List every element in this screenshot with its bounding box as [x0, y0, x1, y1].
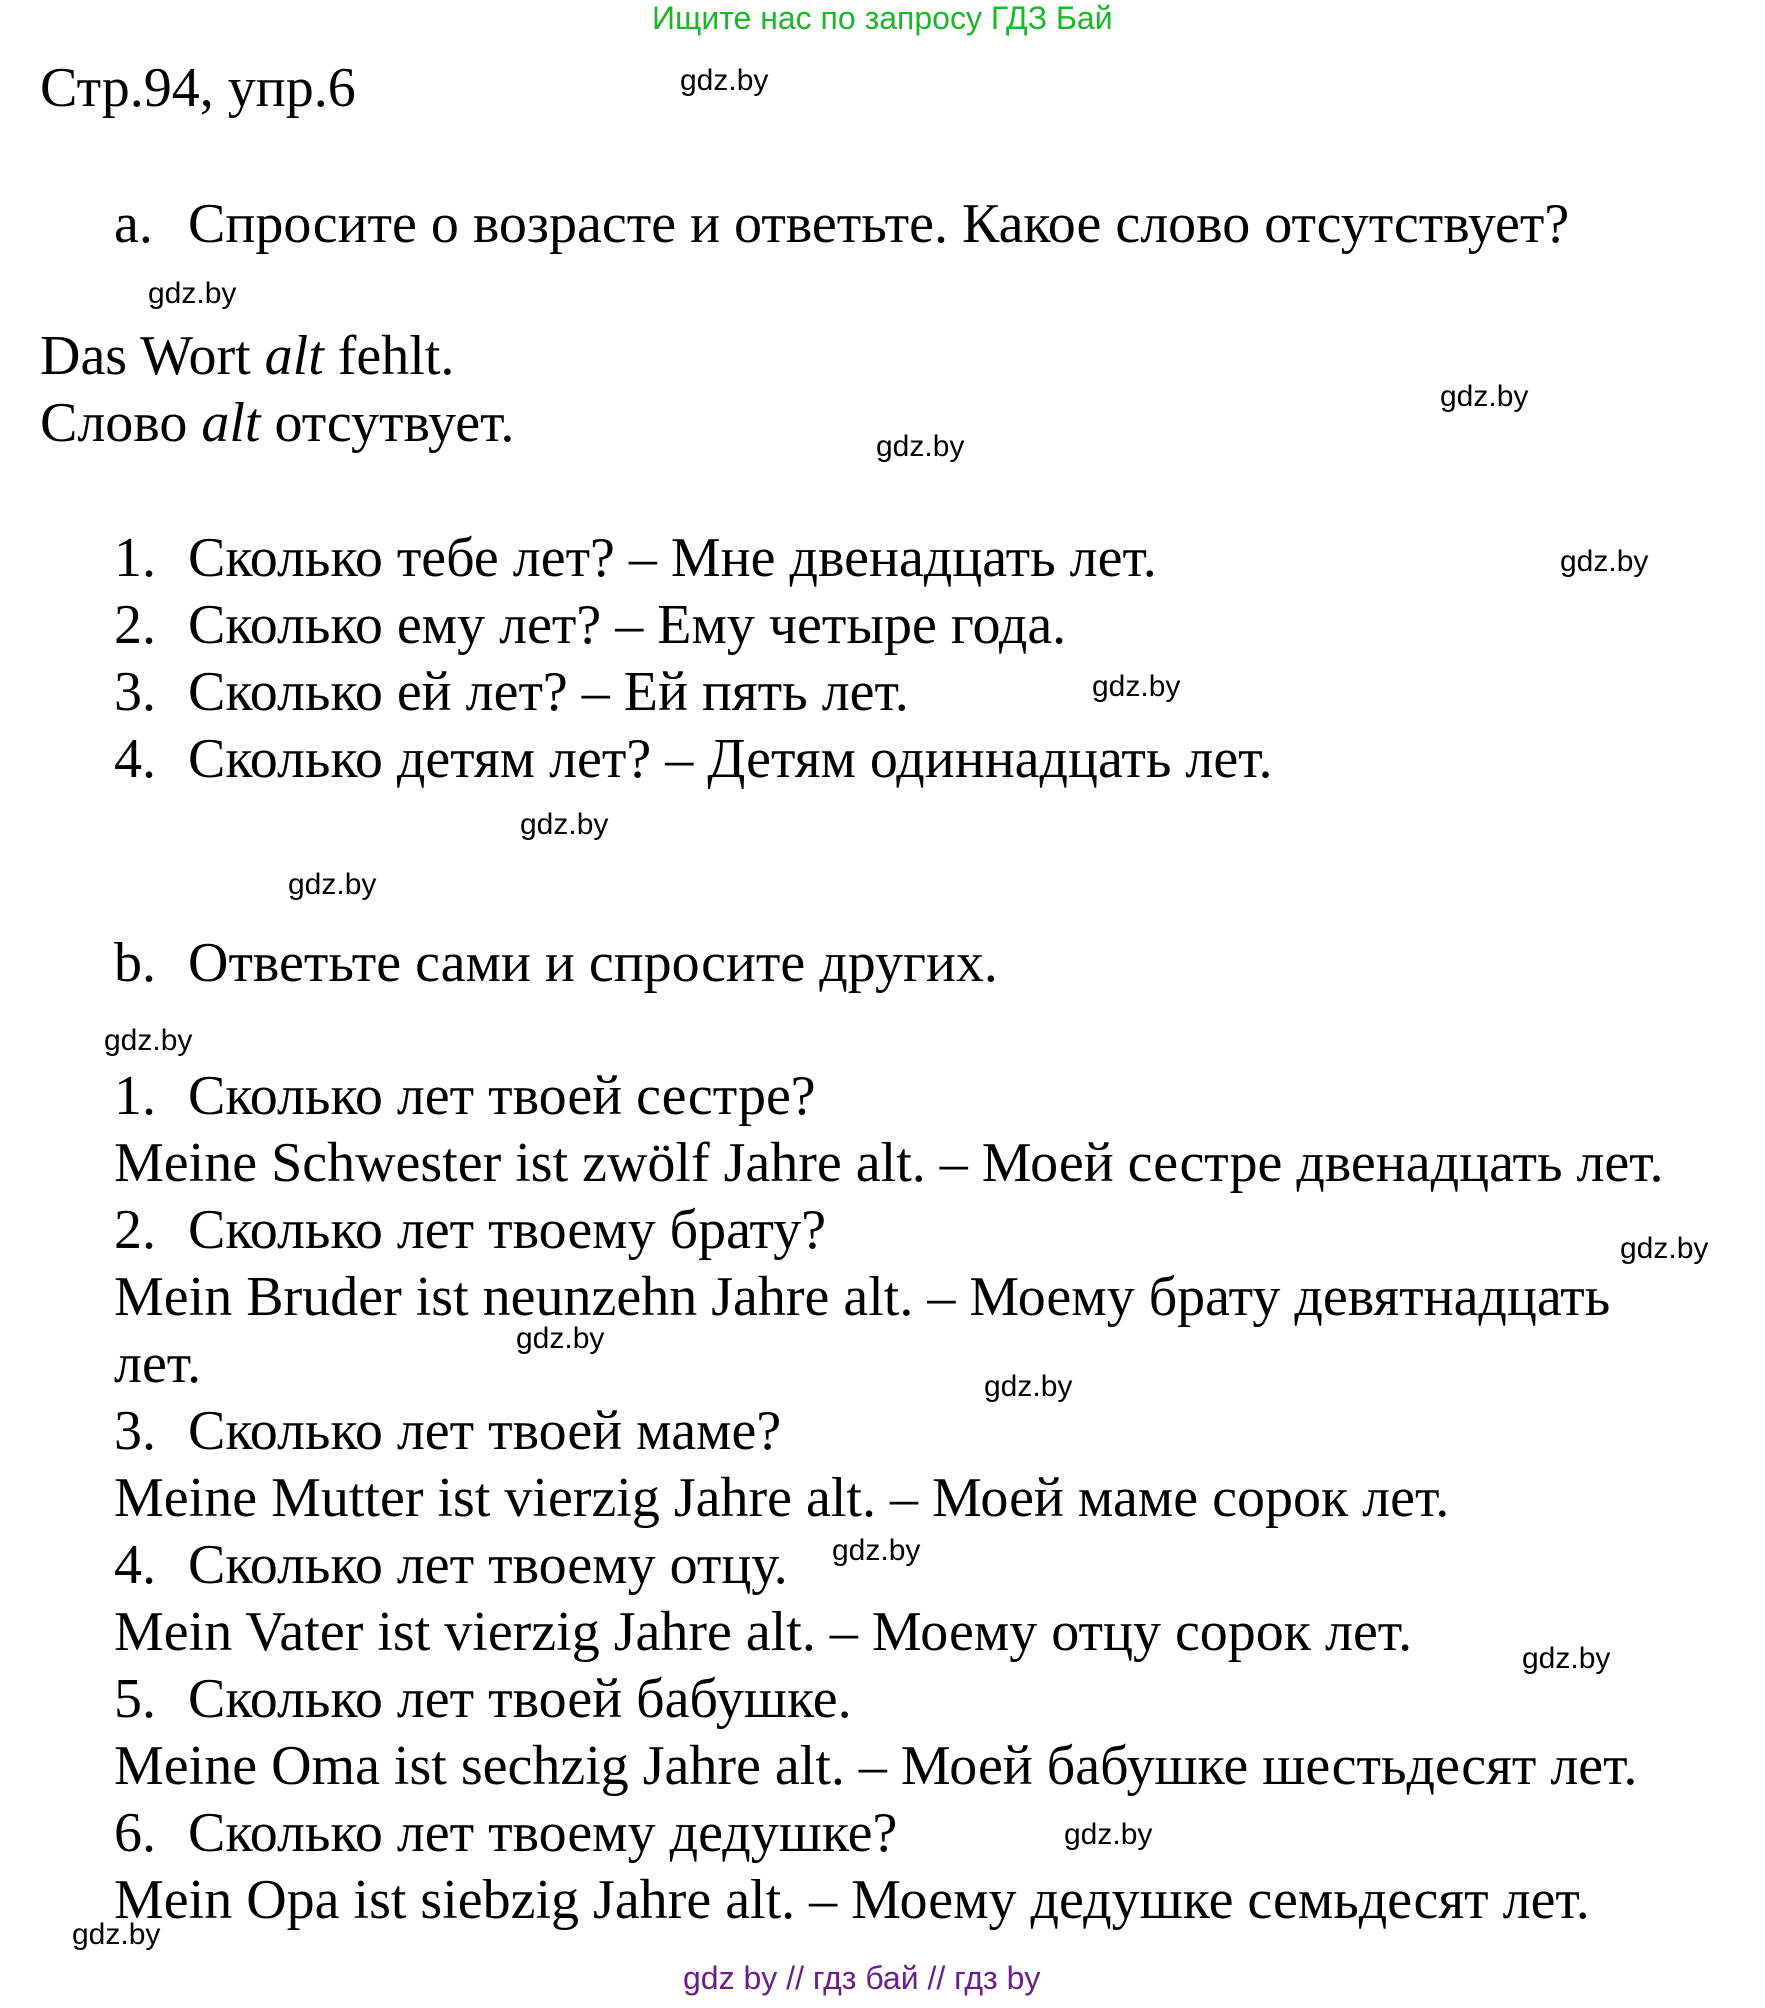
question-text: Сколько лет твоему дедушке?: [188, 1802, 898, 1864]
watermark: gdz.by: [516, 1322, 605, 1355]
watermark: gdz.by: [72, 1918, 161, 1951]
item-number: 4.: [114, 728, 156, 790]
b-question: [114, 1668, 852, 1730]
item-text: Сколько ему лет? – Ему четыре года.: [188, 594, 1067, 656]
b-answer: Mein Opa ist siebzig Jahre alt. – Моему дедушке семьдесят лет.: [114, 1869, 1590, 1931]
question-text: Сколько лет твоей сестре?: [188, 1065, 816, 1127]
question-text: Сколько лет твоему брату?: [188, 1199, 827, 1261]
question-text: Сколько лет твоей бабушке.: [188, 1668, 852, 1730]
item-number: 2.: [114, 594, 156, 656]
list-item: [114, 728, 1273, 790]
item-number: 3.: [114, 1400, 156, 1462]
question-text: Сколько лет твоему отцу.: [188, 1534, 788, 1596]
item-number: 3.: [114, 661, 156, 723]
item-number: 1.: [114, 1065, 156, 1127]
part-a-task-text: Спросите о возрасте и ответьте. Какое слово отсутствует?: [188, 193, 1570, 255]
b-answer: Meine Mutter ist vierzig Jahre alt. – Моей маме сорок лет.: [114, 1467, 1450, 1529]
list-item: [114, 594, 1067, 656]
part-a-answer-ru: [40, 392, 515, 454]
part-b-task: [114, 932, 998, 994]
watermark: gdz.by: [148, 277, 237, 310]
watermark: gdz.by: [520, 808, 609, 841]
answer-ru-post: отсутвует.: [274, 392, 515, 454]
answer-ru-pre: Слово: [40, 392, 188, 454]
watermark: gdz.by: [288, 868, 377, 901]
part-a-answer-de: [40, 325, 455, 387]
answer-de-pre: Das Wort: [40, 325, 251, 387]
b-answer: Meine Schwester ist zwölf Jahre alt. – Моей сестре двенадцать лет.: [114, 1132, 1664, 1194]
part-b-marker: b.: [114, 932, 156, 994]
watermark: gdz.by: [832, 1534, 921, 1567]
b-answer: Meine Oma ist sechzig Jahre alt. – Моей бабушке шестьдесят лет.: [114, 1735, 1638, 1797]
item-number: 1.: [114, 527, 156, 589]
b-question: [114, 1400, 782, 1462]
top-search-banner: Ищите нас по запросу ГДЗ Бай: [652, 0, 1113, 36]
watermark: gdz.by: [1620, 1232, 1709, 1265]
item-text: Сколько детям лет? – Детям одиннадцать лет.: [188, 728, 1273, 790]
item-number: 2.: [114, 1199, 156, 1261]
answer-ru-word: alt: [201, 392, 261, 454]
part-a-marker: a.: [114, 193, 153, 255]
bottom-banner: gdz by // гдз бай // гдз by: [683, 1960, 1041, 1996]
watermark: gdz.by: [104, 1024, 193, 1057]
b-question: [114, 1802, 898, 1864]
watermark: gdz.by: [680, 64, 769, 97]
answer-de-word: alt: [264, 325, 324, 387]
b-question: [114, 1199, 827, 1261]
item-number: 6.: [114, 1802, 156, 1864]
part-b-task-text: Ответьте сами и спросите других.: [188, 932, 998, 994]
list-item: [114, 527, 1157, 589]
list-item: [114, 661, 909, 723]
watermark: gdz.by: [984, 1370, 1073, 1403]
b-answer-continuation: лет.: [114, 1333, 202, 1395]
b-question: [114, 1065, 816, 1127]
b-question: [114, 1534, 788, 1596]
item-number: 4.: [114, 1534, 156, 1596]
watermark: gdz.by: [1440, 380, 1529, 413]
b-answer: Mein Bruder ist neunzehn Jahre alt. – Моему брату девятнадцать: [114, 1266, 1611, 1328]
page-title: Стр.94, упр.6: [40, 57, 356, 119]
watermark: gdz.by: [1560, 545, 1649, 578]
watermark: gdz.by: [1064, 1818, 1153, 1851]
item-number: 5.: [114, 1668, 156, 1730]
watermark: gdz.by: [876, 430, 965, 463]
watermark: gdz.by: [1092, 670, 1181, 703]
question-text: Сколько лет твоей маме?: [188, 1400, 782, 1462]
part-a-task: [114, 193, 1570, 255]
item-text: Сколько ей лет? – Ей пять лет.: [188, 661, 909, 723]
item-text: Сколько тебе лет? – Мне двенадцать лет.: [188, 527, 1157, 589]
b-answer: Mein Vater ist vierzig Jahre alt. – Моему отцу сорок лет.: [114, 1601, 1413, 1663]
watermark: gdz.by: [1522, 1642, 1611, 1675]
answer-de-post: fehlt.: [337, 325, 455, 387]
